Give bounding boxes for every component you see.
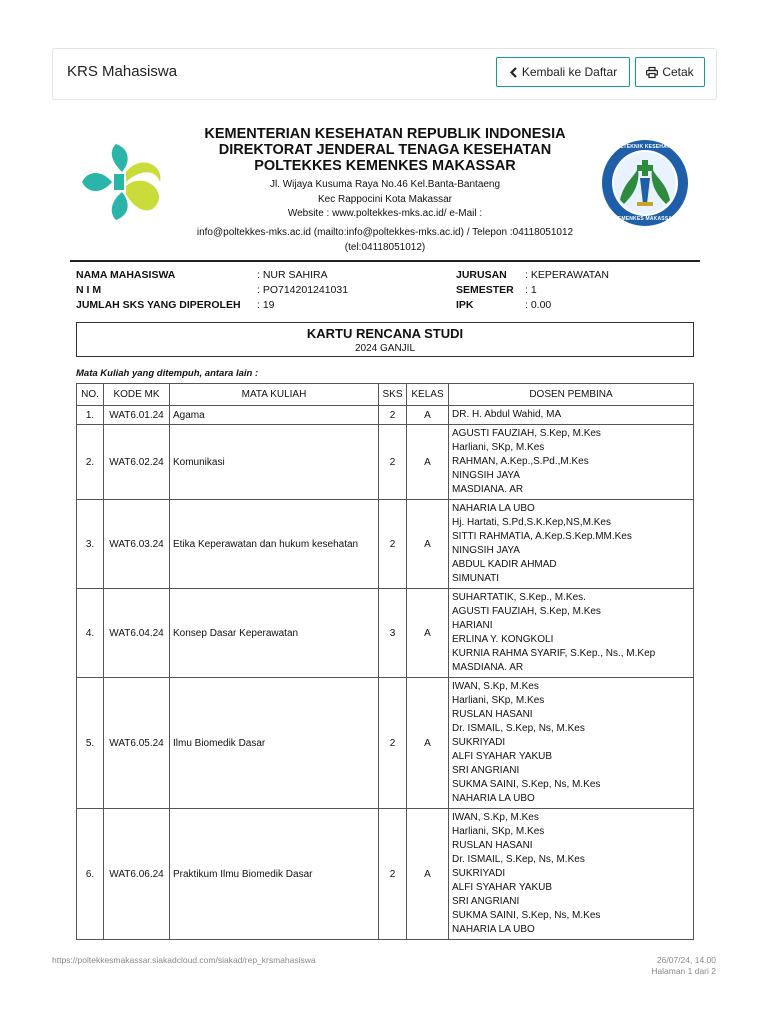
lecturer-name: DR. H. Abdul Wahid, MA xyxy=(452,409,562,420)
course-class: A xyxy=(407,406,449,425)
course-name: Praktikum Ilmu Biomedik Dasar xyxy=(170,809,379,940)
lecturer-name: SRI ANGRIANI xyxy=(452,765,520,776)
page-title: KRS Mahasiswa xyxy=(67,63,178,80)
lecturer-name: SUHARTATIK, S.Kep., M.Kes. xyxy=(452,592,586,603)
col-header-kelas: KELAS xyxy=(407,384,449,406)
row-number: 3. xyxy=(77,500,104,589)
lecturer-name: MASDIANA. AR xyxy=(452,662,524,673)
lecturer-name: ERLINA Y. KONGKOLI xyxy=(452,634,554,645)
jurusan-value: : KEPERAWATAN xyxy=(525,269,610,281)
table-header-row xyxy=(77,384,694,406)
lecturer-name: Hj. Hartati, S.Pd,S.K.Kep,NS,M.Kes xyxy=(452,517,611,528)
course-list-caption: Mata Kuliah yang ditempuh, antara lain : xyxy=(76,368,259,379)
lecturer-name: IWAN, S.Kp, M.Kes xyxy=(452,812,539,823)
lecturer-name: ALFI SYAHAR YAKUB xyxy=(452,882,553,893)
lecturer-name: ALFI SYAHAR YAKUB xyxy=(452,751,553,762)
row-number: 1. xyxy=(77,406,104,425)
table-row xyxy=(77,809,694,940)
course-code: WAT6.03.24 xyxy=(104,500,170,589)
ministry-name: KEMENTERIAN KESEHATAN REPUBLIK INDONESIA xyxy=(204,126,566,142)
lecturer-name: NINGSIH JAYA xyxy=(452,545,520,556)
total-sks-label: JUMLAH SKS YANG DIPEROLEH xyxy=(76,299,241,311)
course-lecturers xyxy=(449,678,694,809)
lecturer-name: RAHMAN, A.Kep.,S.Pd.,M.Kes xyxy=(452,456,589,467)
print-datetime: 26/07/24, 14.00 xyxy=(656,955,716,965)
print-url: https://poltekkesmakassar.siakadcloud.com/siakad/rep_krsmahasiswa xyxy=(52,955,316,965)
course-sks: 2 xyxy=(379,678,407,809)
course-name: Etika Keperawatan dan hukum kesehatan xyxy=(170,500,379,589)
col-header-mata-kuliah: MATA KULIAH xyxy=(170,384,379,406)
lecturer-name: SIMUNATI xyxy=(452,573,500,584)
row-number: 6. xyxy=(77,809,104,940)
email-phone-line: info@poltekkes-mks.ac.id (mailto:info@poltekkes-mks.ac.id) / Telepon :04118051012 xyxy=(196,227,574,238)
course-code: WAT6.04.24 xyxy=(104,589,170,678)
directorate-name: DIREKTORAT JENDERAL TENAGA KESEHATAN xyxy=(218,142,552,158)
lecturer-name: SUKMA SAINI, S.Kep, Ns, M.Kes xyxy=(452,910,601,921)
row-number: 5. xyxy=(77,678,104,809)
col-header-dosen: DOSEN PEMBINA xyxy=(449,384,694,406)
total-sks-value: : 19 xyxy=(257,299,275,311)
institution-name: POLTEKKES KEMENKES MAKASSAR xyxy=(254,158,516,174)
ipk-label: IPK xyxy=(456,299,474,311)
nim-label: N I M xyxy=(76,284,102,296)
lecturer-name: HARIANI xyxy=(452,620,493,631)
seal-text-bottom: KEMENKES MAKASSAR xyxy=(613,216,677,222)
lecturer-name: AGUSTI FAUZIAH, S.Kep, M.Kes xyxy=(452,606,601,617)
course-name: Komunikasi xyxy=(170,425,379,500)
course-class: A xyxy=(407,425,449,500)
course-sks: 2 xyxy=(379,500,407,589)
lecturer-name: Harliani, SKp, M.Kes xyxy=(452,695,545,706)
course-lecturers xyxy=(449,406,694,425)
col-header-no: NO. xyxy=(77,384,104,406)
student-name-label: NAMA MAHASISWA xyxy=(76,269,176,281)
course-name: Ilmu Biomedik Dasar xyxy=(170,678,379,809)
course-name: Konsep Dasar Keperawatan xyxy=(170,589,379,678)
address-line: Jl. Wijaya Kusuma Raya No.46 Kel.Banta-Bantaeng xyxy=(269,179,501,190)
lecturer-name: IWAN, S.Kp, M.Kes xyxy=(452,681,539,692)
lecturer-name: NAHARIA LA UBO xyxy=(452,793,535,804)
lecturer-name: SUKRIYADI xyxy=(452,737,506,748)
course-class: A xyxy=(407,589,449,678)
krs-title: KARTU RENCANA STUDI xyxy=(306,326,464,341)
lecturer-name: SUKMA SAINI, S.Kep, Ns, M.Kes xyxy=(452,779,601,790)
student-name-value: : NUR SAHIRA xyxy=(257,269,328,281)
table-row xyxy=(77,678,694,809)
course-lecturers xyxy=(449,425,694,500)
lecturer-name: SITTI RAHMATIA, A.Kep.S.Kep.MM.Kes xyxy=(452,531,632,542)
course-class: A xyxy=(407,678,449,809)
lecturer-name: NINGSIH JAYA xyxy=(452,470,520,481)
lecturer-name: Harliani, SKp, M.Kes xyxy=(452,826,545,837)
print-button-label: Cetak xyxy=(662,65,694,79)
page-indicator: Halaman 1 dari 2 xyxy=(651,966,716,976)
seal-text-top: POLTEKNIK KESEHATAN xyxy=(612,144,678,150)
course-sks: 2 xyxy=(379,406,407,425)
course-lecturers xyxy=(449,809,694,940)
table-row xyxy=(77,500,694,589)
lecturer-name: NAHARIA LA UBO xyxy=(452,503,535,514)
semester-label: SEMESTER xyxy=(456,284,514,296)
course-sks: 3 xyxy=(379,589,407,678)
course-code: WAT6.01.24 xyxy=(104,406,170,425)
lecturer-name: Dr. ISMAIL, S.Kep, Ns, M.Kes xyxy=(452,854,585,865)
row-number: 4. xyxy=(77,589,104,678)
course-class: A xyxy=(407,809,449,940)
course-code: WAT6.02.24 xyxy=(104,425,170,500)
table-row xyxy=(77,425,694,500)
krs-period: 2024 GANJIL xyxy=(354,343,416,354)
table-row xyxy=(77,406,694,425)
lecturer-name: RUSLAN HASANI xyxy=(452,709,533,720)
col-header-sks: SKS xyxy=(379,384,407,406)
print-meta xyxy=(651,955,716,977)
lecturer-name: NAHARIA LA UBO xyxy=(452,924,535,935)
lecturer-name: SUKRIYADI xyxy=(452,868,506,879)
col-header-kode: KODE MK xyxy=(104,384,170,406)
course-lecturers xyxy=(449,500,694,589)
lecturer-name: AGUSTI FAUZIAH, S.Kep, M.Kes xyxy=(452,428,601,439)
nim-value: : PO714201241031 xyxy=(257,284,349,296)
lecturer-name: RUSLAN HASANI xyxy=(452,840,533,851)
lecturer-name: Dr. ISMAIL, S.Kep, Ns, M.Kes xyxy=(452,723,585,734)
jurusan-label: JURUSAN xyxy=(456,269,507,281)
course-class: A xyxy=(407,500,449,589)
course-table-body xyxy=(77,406,694,940)
course-sks: 2 xyxy=(379,809,407,940)
lecturer-name: KURNIA RAHMA SYARIF, S.Kep., Ns., M.Kep xyxy=(452,648,656,659)
course-lecturers xyxy=(449,589,694,678)
website-line: Website : www.poltekkes-mks.ac.id/ e-Mail : xyxy=(287,208,483,219)
course-sks: 2 xyxy=(379,425,407,500)
course-name: Agama xyxy=(170,406,379,425)
phone-link: (tel:04118051012) xyxy=(344,241,426,253)
address-city: Kec Rappocini Kota Makassar xyxy=(318,193,452,205)
lecturer-name: Harliani, SKp, M.Kes xyxy=(452,442,545,453)
semester-value: : 1 xyxy=(525,284,537,296)
lecturer-name: ABDUL KADIR AHMAD xyxy=(452,559,557,570)
table-row xyxy=(77,589,694,678)
course-table xyxy=(76,383,694,940)
back-button-label: Kembali ke Daftar xyxy=(521,65,618,79)
ipk-value: : 0.00 xyxy=(525,299,552,311)
row-number: 2. xyxy=(77,425,104,500)
course-code: WAT6.05.24 xyxy=(104,678,170,809)
course-code: WAT6.06.24 xyxy=(104,809,170,940)
lecturer-name: MASDIANA. AR xyxy=(452,484,524,495)
lecturer-name: SRI ANGRIANI xyxy=(452,896,520,907)
